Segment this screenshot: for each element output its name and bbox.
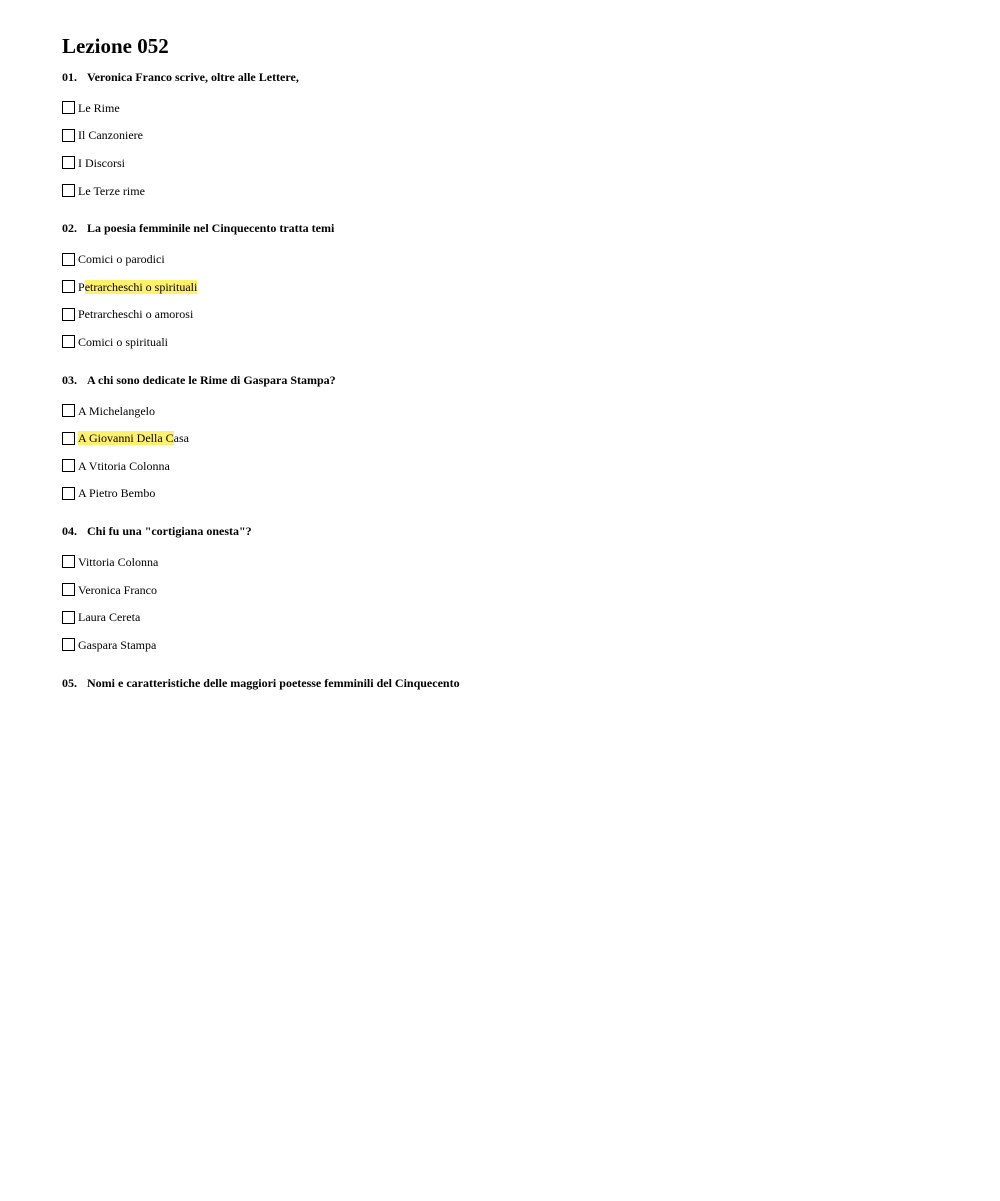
answer-checkbox[interactable] xyxy=(62,638,75,651)
answer-label: A Vtitoria Colonna xyxy=(78,458,170,473)
question-number: 01. xyxy=(62,70,77,84)
answer-option[interactable] xyxy=(62,576,962,604)
question-4 xyxy=(62,523,962,658)
answer-checkbox[interactable] xyxy=(62,101,75,114)
answer-label: Comici o spirituali xyxy=(78,334,168,349)
question-prompt: A chi sono dedicate le Rime di Gaspara Stampa? xyxy=(87,372,336,387)
answer-checkbox[interactable] xyxy=(62,555,75,568)
answer-checkbox[interactable] xyxy=(62,487,75,500)
answer-label: A Michelangelo xyxy=(78,403,155,418)
answer-option[interactable] xyxy=(62,94,962,122)
question-5 xyxy=(62,675,962,691)
highlighted-text: etrarcheschi o spirituali xyxy=(84,279,198,294)
answer-option[interactable] xyxy=(62,603,962,631)
answer-option[interactable] xyxy=(62,452,962,480)
question-number: 04. xyxy=(62,524,77,539)
question-prompt: Nomi e caratteristiche delle maggiori poetesse femminili del Cinquecento xyxy=(87,675,460,690)
answer-checkbox[interactable] xyxy=(62,611,75,624)
answer-option[interactable] xyxy=(62,149,962,177)
answer-checkbox[interactable] xyxy=(62,459,75,472)
answer-label: I Discorsi xyxy=(78,155,125,170)
question-text xyxy=(62,69,962,85)
question-prompt: Chi fu una "cortigiana onesta"? xyxy=(87,524,252,539)
question-3 xyxy=(62,372,962,507)
label-suffix: asa xyxy=(173,431,189,446)
question-number: 05. xyxy=(62,675,77,690)
answer-label: Veronica Franco xyxy=(78,582,157,597)
answer-label: Il Canzoniere xyxy=(78,128,143,143)
question-text xyxy=(62,523,962,539)
question-text xyxy=(62,372,962,388)
answer-option[interactable] xyxy=(62,177,962,205)
question-prompt: Veronica Franco scrive, oltre alle Lettere, xyxy=(87,70,299,84)
answer-option[interactable] xyxy=(62,480,962,508)
lesson-title: Lezione 052 xyxy=(62,34,169,58)
question-2 xyxy=(62,220,962,355)
answer-label: Laura Cereta xyxy=(78,610,141,625)
answer-option[interactable] xyxy=(62,631,962,659)
answer-checkbox[interactable] xyxy=(62,156,75,169)
question-number: 03. xyxy=(62,372,77,387)
answer-label: Le Rime xyxy=(78,100,120,115)
quiz-page xyxy=(62,33,962,707)
question-1 xyxy=(62,69,962,204)
question-text xyxy=(62,675,962,691)
answer-label: Gaspara Stampa xyxy=(78,637,157,652)
question-number: 02. xyxy=(62,221,77,236)
answer-label: Petrarcheschi o amorosi xyxy=(78,307,194,322)
question-prompt: La poesia femminile nel Cinquecento tratta temi xyxy=(87,221,335,236)
answer-option[interactable] xyxy=(62,548,962,576)
answer-label-highlighted xyxy=(78,279,197,295)
answer-checkbox[interactable] xyxy=(62,253,75,266)
answer-option[interactable] xyxy=(62,424,962,452)
answer-checkbox[interactable] xyxy=(62,583,75,596)
answer-label: A Pietro Bembo xyxy=(78,486,156,501)
answer-checkbox[interactable] xyxy=(62,280,75,293)
answer-option[interactable] xyxy=(62,273,962,301)
answer-label: Le Terze rime xyxy=(78,183,145,198)
answer-option[interactable] xyxy=(62,328,962,356)
label-prefix: P xyxy=(78,279,85,294)
answer-checkbox[interactable] xyxy=(62,184,75,197)
answer-checkbox[interactable] xyxy=(62,432,75,445)
answer-option[interactable] xyxy=(62,245,962,273)
answer-checkbox[interactable] xyxy=(62,129,75,142)
answer-label-highlighted xyxy=(78,430,189,446)
highlighted-text: A Giovanni Della C xyxy=(78,431,174,446)
answer-checkbox[interactable] xyxy=(62,308,75,321)
answer-label: Vittoria Colonna xyxy=(78,554,159,569)
answer-option[interactable] xyxy=(62,397,962,425)
answer-checkbox[interactable] xyxy=(62,404,75,417)
answer-checkbox[interactable] xyxy=(62,335,75,348)
answer-label: Comici o parodici xyxy=(78,252,165,267)
answer-option[interactable] xyxy=(62,122,962,150)
question-text xyxy=(62,220,962,236)
answer-option[interactable] xyxy=(62,301,962,329)
